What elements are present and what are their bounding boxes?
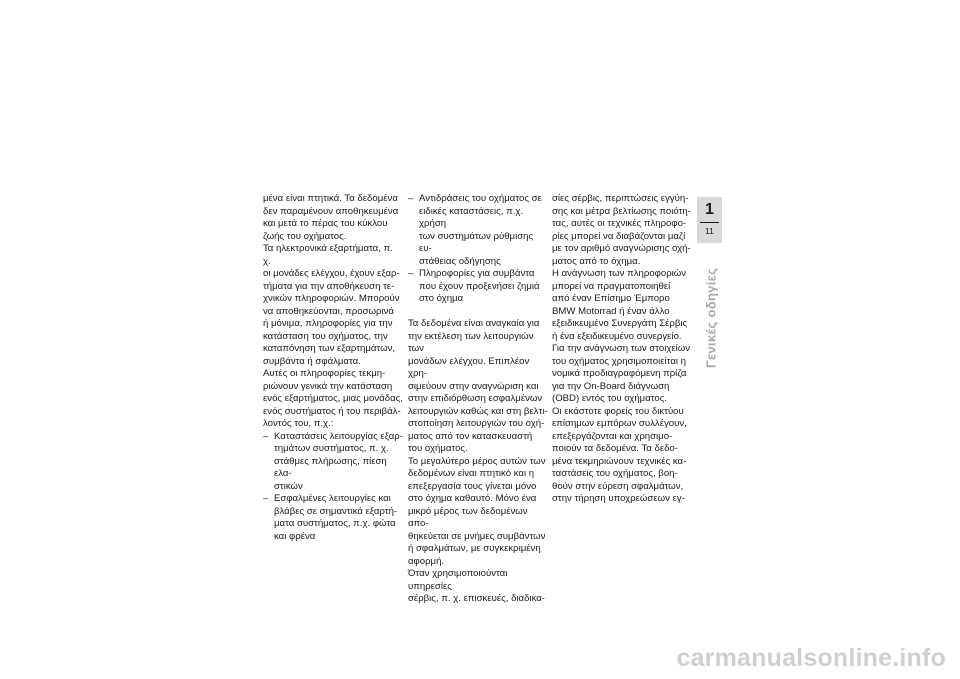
dash-marker: – (263, 493, 269, 504)
watermark: carmanualsonline.info (676, 644, 946, 672)
bullet-item (263, 493, 403, 543)
text-column-1 (263, 193, 403, 543)
tab-divider (700, 222, 719, 223)
chapter-number: 1 (705, 201, 714, 218)
bullet-text: Αντιδράσεις του οχήματος σε ειδικές καταστάσεις, π.χ. χρήση των συστημάτων ρύθμισης ευ- στάθειας οδήγησης (419, 193, 542, 267)
dash-marker: – (408, 268, 414, 279)
bullet-text: Εσφαλμένες λειτουργίες και βλάβες σε σημαντικά εξαρτή- ματα συστήματος, π.χ. φώτα και φρένα (274, 493, 398, 542)
text-column-2 (408, 193, 548, 606)
dash-marker: – (408, 193, 414, 204)
section-title: Γενικές οδηγίες (703, 267, 719, 369)
paragraph: Τα δεδομένα είναι αναγκαία για την εκτέλεση των λειτουργιών των μονάδων ελέγχου. Επιπλέον χρη- σιμεύουν στην αναγνώριση και στην επιδιόρθωση εσφαλμένων λειτουργιών καθώς και στη βελτι- στοποίηση λειτουργιών του οχή- ματος από τον κατασκευαστή του οχήματος. Το μεγαλύτερο μέρος αυτών των δεδομένων είναι πτητικό και η επεξεργασία τους γίνεται μόνο στο όχημα καθαυτό. Μόνο ένα μικρό μέρος των δεδομένων απο- θηκεύεται σε μνήμες συμβάντων ή σφαλμάτων, με συγκεκριμένη αφορμή. Όταν χρησιμοποιούνται υπηρεσίες σέρβις, π. χ. επισκευές, διαδικα- (408, 318, 548, 604)
bullet-text: Καταστάσεις λειτουργίας εξαρ- τημάτων συστήματος, π. χ. στάθμες πλήρωσης, πίεση ελα- στικών (274, 430, 403, 492)
text-column-3 (552, 193, 692, 506)
bullet-item (408, 268, 548, 306)
chapter-tab (697, 197, 722, 243)
paragraph: μένα είναι πτητικά. Τα δεδομένα δεν παραμένουν αποθηκευμένα και μετά το πέρας του κύκλου ζωής του οχήματος. Τα ηλεκτρονικά εξαρτήματα, π. χ. οι μονάδες ελέγχου, έχουν εξαρ- τήματα για την αποθήκευση τε- χνικών πληροφοριών. Μπορούν να αποθηκεύονται, προσωρινά ή μόνιμα, πληροφορίες για την κατάσταση του οχήματος, την καταπόνηση των εξαρτημάτων, συμβάντα ή σφάλματα. Αυτές οι πληροφορίες τεκμη- ριώνουν γενικά την κατάσταση ενός εξαρτήματος, μιας μονάδας, ενός συστήματος ή του περιβάλ- λοντός του, π.χ.: (263, 193, 403, 429)
bullet-item (408, 193, 548, 268)
bullet-item (263, 431, 403, 494)
paragraph: σίες σέρβις, περιπτώσεις εγγύη- σης και μέτρα βελτίωσης ποιότη- τας, αυτές οι τεχνικές πληροφο- ρίες μπορεί να διαβάζονται μαζί με τον αριθμό αναγνώρισης οχή- ματος από το όχημα. Η ανάγνωση των πληροφοριών μπορεί να πραγματοποιηθεί από έναν Επίσημο Έμπορο BMW Motorrad ή έναν άλλο εξειδικευμένο Συνεργάτη Σέρβις ή ένα εξειδικευμένο συνεργείο. Για την ανάγνωση των στοιχείων του οχήματος χρησιμοποιείται η νομικά προδιαγραφόμενη πρίζα για την On-Board διάγνωση (OBD) εντός του οχήματος. Οι εκάστοτε φορείς του δικτύου επίσημων εμπόρων συλλέγουν, επεξεργάζονται και χρησιμο- ποιούν τα δεδομένα. Τα δεδο- μένα τεκμηριώνουν τεχνικές κα- ταστάσεις του οχήματος, βοη- θούν στην εύρεση σφαλμάτων, στην τήρηση υποχρεώσεων εγ- (552, 193, 691, 504)
bullet-text: Πληροφορίες για συμβάντα που έχουν προξενήσει ζημιά στο όχημα (419, 268, 540, 304)
dash-marker: – (263, 430, 269, 442)
page-number: 11 (705, 226, 714, 236)
